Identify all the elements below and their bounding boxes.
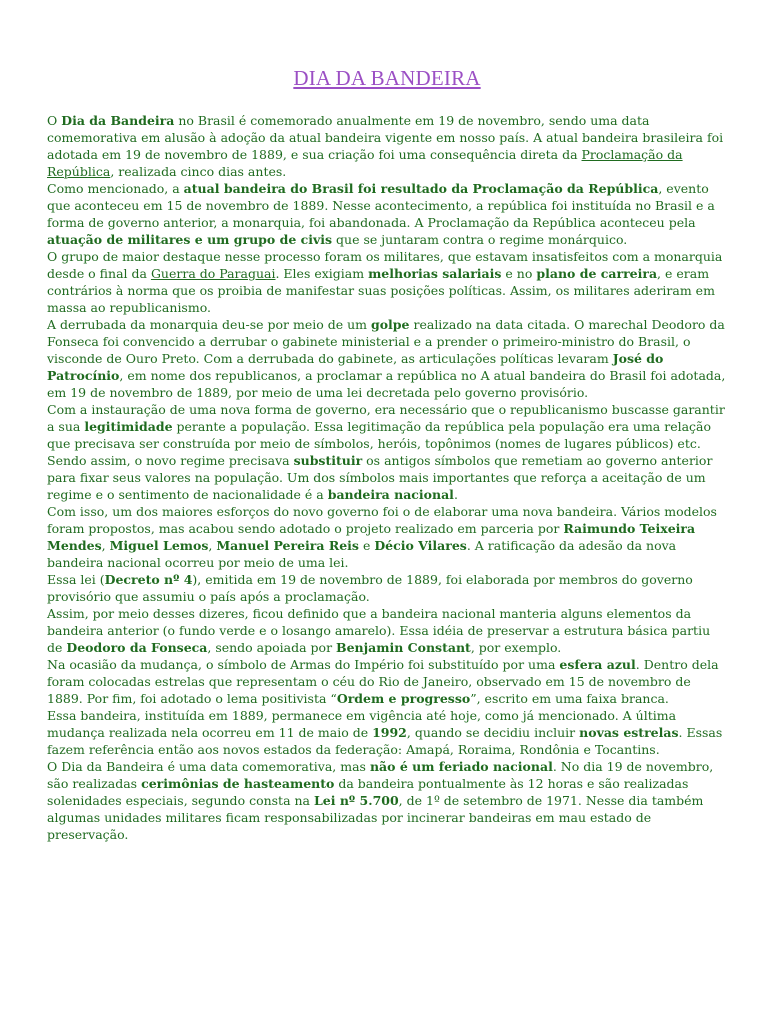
bold-text: golpe bbox=[370, 317, 410, 332]
body-paragraph bbox=[47, 571, 727, 605]
bold-text: novas estrelas bbox=[579, 725, 679, 740]
bold-text: esfera azul bbox=[559, 657, 636, 672]
paragraph-text: , realizada cinco dias antes. bbox=[110, 164, 287, 179]
paragraph-text: , quando se decidiu incluir bbox=[406, 725, 580, 740]
body-paragraph bbox=[47, 707, 727, 758]
paragraph-text: Essa bandeira, instituída em 1889, permanece em vigência até hoje, como já mencionado. A última mudança realizada nela ocorreu em 11 de maio de bbox=[47, 708, 677, 740]
document-page bbox=[47, 66, 727, 843]
document-body bbox=[47, 112, 727, 843]
paragraph-text: Essa lei ( bbox=[47, 572, 105, 587]
body-paragraph bbox=[47, 316, 727, 401]
body-paragraph bbox=[47, 605, 727, 656]
paragraph-text: . No dia 19 de novembro, são realizadas bbox=[47, 759, 714, 791]
paragraph-text: realizado na data citada. O marechal Deodoro da Fonseca foi convencido a derrubar o gabinete ministerial e a prender o primeiro-ministro do Brasil, o visconde de Ouro Preto. Com a derrubada do gabinete, as articulações políticas levaram bbox=[47, 317, 725, 366]
paragraph-text: Assim, por meio desses dizeres, ficou definido que a bandeira nacional manteria alguns elementos da bandeira anterior (o fundo verde e o losango amarelo). Essa idéia de preservar a estrutura básica partiu de bbox=[47, 606, 711, 655]
paragraph-text: os antigos símbolos que remetiam ao governo anterior para fixar seus valores na população. Um dos símbolos mais importantes que reforça a aceitação de um regime e o sentimento de nacionalidade é a bbox=[47, 453, 713, 502]
bold-text: Deodoro da Fonseca bbox=[66, 640, 208, 655]
paragraph-text: . Eles exigiam bbox=[275, 266, 369, 281]
paragraph-text: que se juntaram contra o regime monárquico. bbox=[332, 232, 628, 247]
paragraph-text: A derrubada da monarquia deu-se por meio de um bbox=[47, 317, 371, 332]
paragraph-text: Como mencionado, a bbox=[47, 181, 184, 196]
paragraph-text: . Dentro dela foram colocadas estrelas que representam o céu do Rio de Janeiro, observado em 15 de novembro de 1889. Por fim, foi adotado o lema positivista “ bbox=[47, 657, 719, 706]
body-paragraph bbox=[47, 656, 727, 707]
body-paragraph bbox=[47, 401, 727, 452]
paragraph-text: , em nome dos republicanos, a proclamar a república no A atual bandeira do Brasil foi adotada, em 19 de novembro de 1889, por meio de uma lei decretada pelo governo provisório. bbox=[47, 368, 726, 400]
body-paragraph bbox=[47, 180, 727, 248]
bold-text: Benjamin Constant bbox=[336, 640, 471, 655]
bold-text: Ordem e progresso bbox=[336, 691, 471, 706]
body-paragraph bbox=[47, 503, 727, 571]
bold-text: 1992 bbox=[372, 725, 407, 740]
bold-text: atuação de militares e um grupo de civis bbox=[47, 232, 333, 247]
bold-text: cerimônias de hasteamento bbox=[141, 776, 335, 791]
paragraph-text: Na ocasião da mudança, o símbolo de Armas do Império foi substituído por uma bbox=[47, 657, 560, 672]
body-paragraph bbox=[47, 248, 727, 316]
paragraph-text: O Dia da Bandeira é uma data comemorativa, mas bbox=[47, 759, 370, 774]
body-paragraph bbox=[47, 452, 727, 503]
paragraph-text: Com a instauração de uma nova forma de governo, era necessário que o republicanismo buscasse garantir a sua bbox=[47, 402, 725, 434]
paragraph-text: e bbox=[358, 538, 375, 553]
bold-text: Dia da Bandeira bbox=[61, 113, 175, 128]
bold-text: não é um feriado nacional bbox=[369, 759, 553, 774]
paragraph-text: da bandeira pontualmente às 12 horas e são realizadas solenidades especiais, segundo consta na bbox=[47, 776, 689, 808]
bold-text: Décio Vilares bbox=[374, 538, 467, 553]
paragraph-text: Com isso, um dos maiores esforços do novo governo foi o de elaborar uma nova bandeira. Vários modelos foram propostos, mas acabou sendo adotado o projeto realizado em parceria por bbox=[47, 504, 717, 536]
bold-text: Manuel Pereira Reis bbox=[216, 538, 359, 553]
paragraph-text: , e eram contrários à norma que os proibia de manifestar suas posições políticas. Assim, os militares aderiram em massa ao republicanismo. bbox=[47, 266, 715, 315]
paragraph-text: . Essas fazem referência então aos novos estados da federação: Amapá, Roraima, Rondônia e Tocantins. bbox=[47, 725, 723, 757]
paragraph-text: . bbox=[453, 487, 458, 502]
paragraph-text: O bbox=[47, 113, 62, 128]
paragraph-text: O grupo de maior destaque nesse processo foram os militares, que estavam insatisfeitos com a monarquia desde o final da bbox=[47, 249, 723, 281]
body-paragraph bbox=[47, 112, 727, 180]
paragraph-text: e no bbox=[501, 266, 537, 281]
link-text[interactable]: Proclamação da República bbox=[47, 147, 683, 179]
bold-text: legitimidade bbox=[84, 419, 173, 434]
bold-text: Decreto nº 4 bbox=[104, 572, 193, 587]
paragraph-text: , por exemplo. bbox=[470, 640, 562, 655]
link-text[interactable]: Guerra do Paraguai bbox=[150, 266, 276, 281]
document-title: DIA DA BANDEIRA bbox=[293, 66, 481, 90]
paragraph-text: ”, escrito em uma faixa branca. bbox=[470, 691, 669, 706]
bold-text: plano de carreira bbox=[536, 266, 658, 281]
paragraph-text: ), emitida em 19 de novembro de 1889, foi elaborada por membros do governo provisório que assumiu o país após a proclamação. bbox=[47, 572, 693, 604]
bold-text: Raimundo Teixeira Mendes bbox=[47, 521, 696, 553]
body-paragraph bbox=[47, 758, 727, 843]
paragraph-text: , de 1º de setembro de 1971. Nesse dia também algumas unidades militares ficam responsabilizadas por incinerar bandeiras em mau estado de preservação. bbox=[47, 793, 704, 842]
paragraph-text: . A ratificação da adesão da nova bandeira nacional ocorreu por meio de uma lei. bbox=[47, 538, 677, 570]
paragraph-text: no Brasil é comemorado anualmente em 19 de novembro, sendo uma data comemorativa em alusão à adoção da atual bandeira vigente em nosso país. A atual bandeira brasileira foi adotada em 19 de novembro de 1889, e sua criação foi uma consequência direta da bbox=[47, 113, 724, 162]
paragraph-text: , bbox=[101, 538, 110, 553]
paragraph-text: , bbox=[208, 538, 217, 553]
bold-text: Miguel Lemos bbox=[109, 538, 209, 553]
paragraph-text: Sendo assim, o novo regime precisava bbox=[47, 453, 294, 468]
paragraph-text: , sendo apoiada por bbox=[207, 640, 337, 655]
paragraph-text: , evento que aconteceu em 15 de novembro de 1889. Nesse acontecimento, a república foi instituída no Brasil e a forma de governo anterior, a monarquia, foi abandonada. A Proclamação da República aconteceu pela bbox=[47, 181, 715, 230]
bold-text: substituir bbox=[293, 453, 363, 468]
paragraph-text: perante a população. Essa legitimação da república pela população era uma relação que precisava ser construída por meio de símbolos, heróis, topônimos (nomes de lugares públicos) etc. bbox=[47, 419, 712, 451]
bold-text: bandeira nacional bbox=[327, 487, 454, 502]
bold-text: melhorias salariais bbox=[368, 266, 502, 281]
bold-text: José do Patrocínio bbox=[47, 351, 664, 383]
bold-text: atual bandeira do Brasil foi resultado da Proclamação da República bbox=[183, 181, 659, 196]
bold-text: Lei nº 5.700 bbox=[313, 793, 399, 808]
